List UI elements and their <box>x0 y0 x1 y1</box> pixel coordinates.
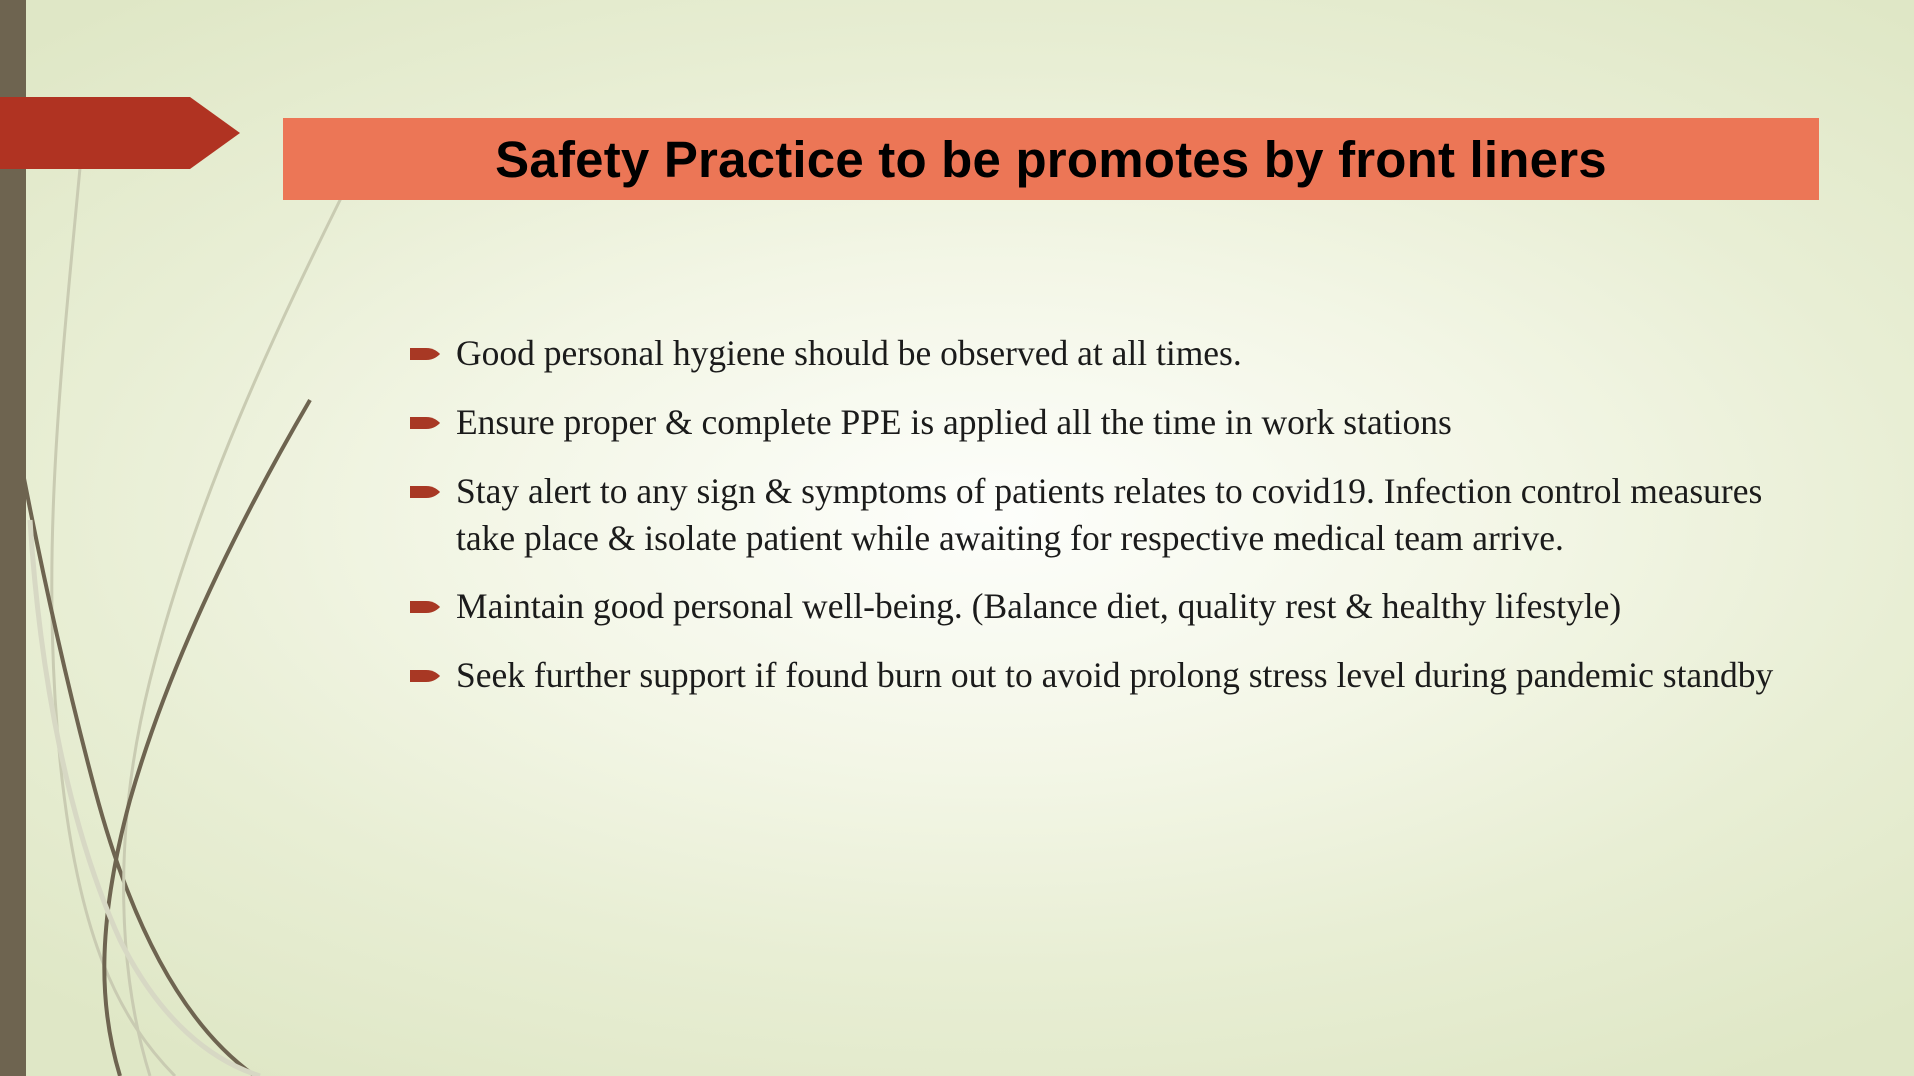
list-item-text: Ensure proper & complete PPE is applied all the time in work stations <box>456 401 1452 442</box>
list-item <box>410 399 1810 446</box>
arrow-bullet-icon <box>410 399 456 433</box>
list-item <box>410 583 1810 630</box>
list-item-text: Good personal hygiene should be observed at all times. <box>456 333 1242 373</box>
list-item-text: Stay alert to any sign & symptoms of patients relates to covid19. Infection control measures take place & isolate patient while awaiting for respective medical team arrive. <box>456 470 1763 558</box>
title-arrow-ribbon <box>0 97 240 169</box>
page-title: Safety Practice to be promotes by front liners <box>495 130 1607 188</box>
list-item <box>410 652 1810 699</box>
bullet-list <box>410 330 1810 721</box>
list-item <box>410 468 1810 562</box>
list-item-text: Seek further support if found burn out to avoid prolong stress level during pandemic standby <box>456 655 1774 696</box>
arrow-bullet-icon <box>410 330 456 364</box>
arrow-bullet-icon <box>410 583 456 617</box>
arrow-bullet-icon <box>410 468 456 502</box>
arrow-bullet-icon <box>410 652 456 686</box>
list-item-text: Maintain good personal well-being. (Balance diet, quality rest & healthy lifestyle) <box>456 586 1622 627</box>
list-item <box>410 330 1810 377</box>
title-banner <box>283 118 1819 200</box>
